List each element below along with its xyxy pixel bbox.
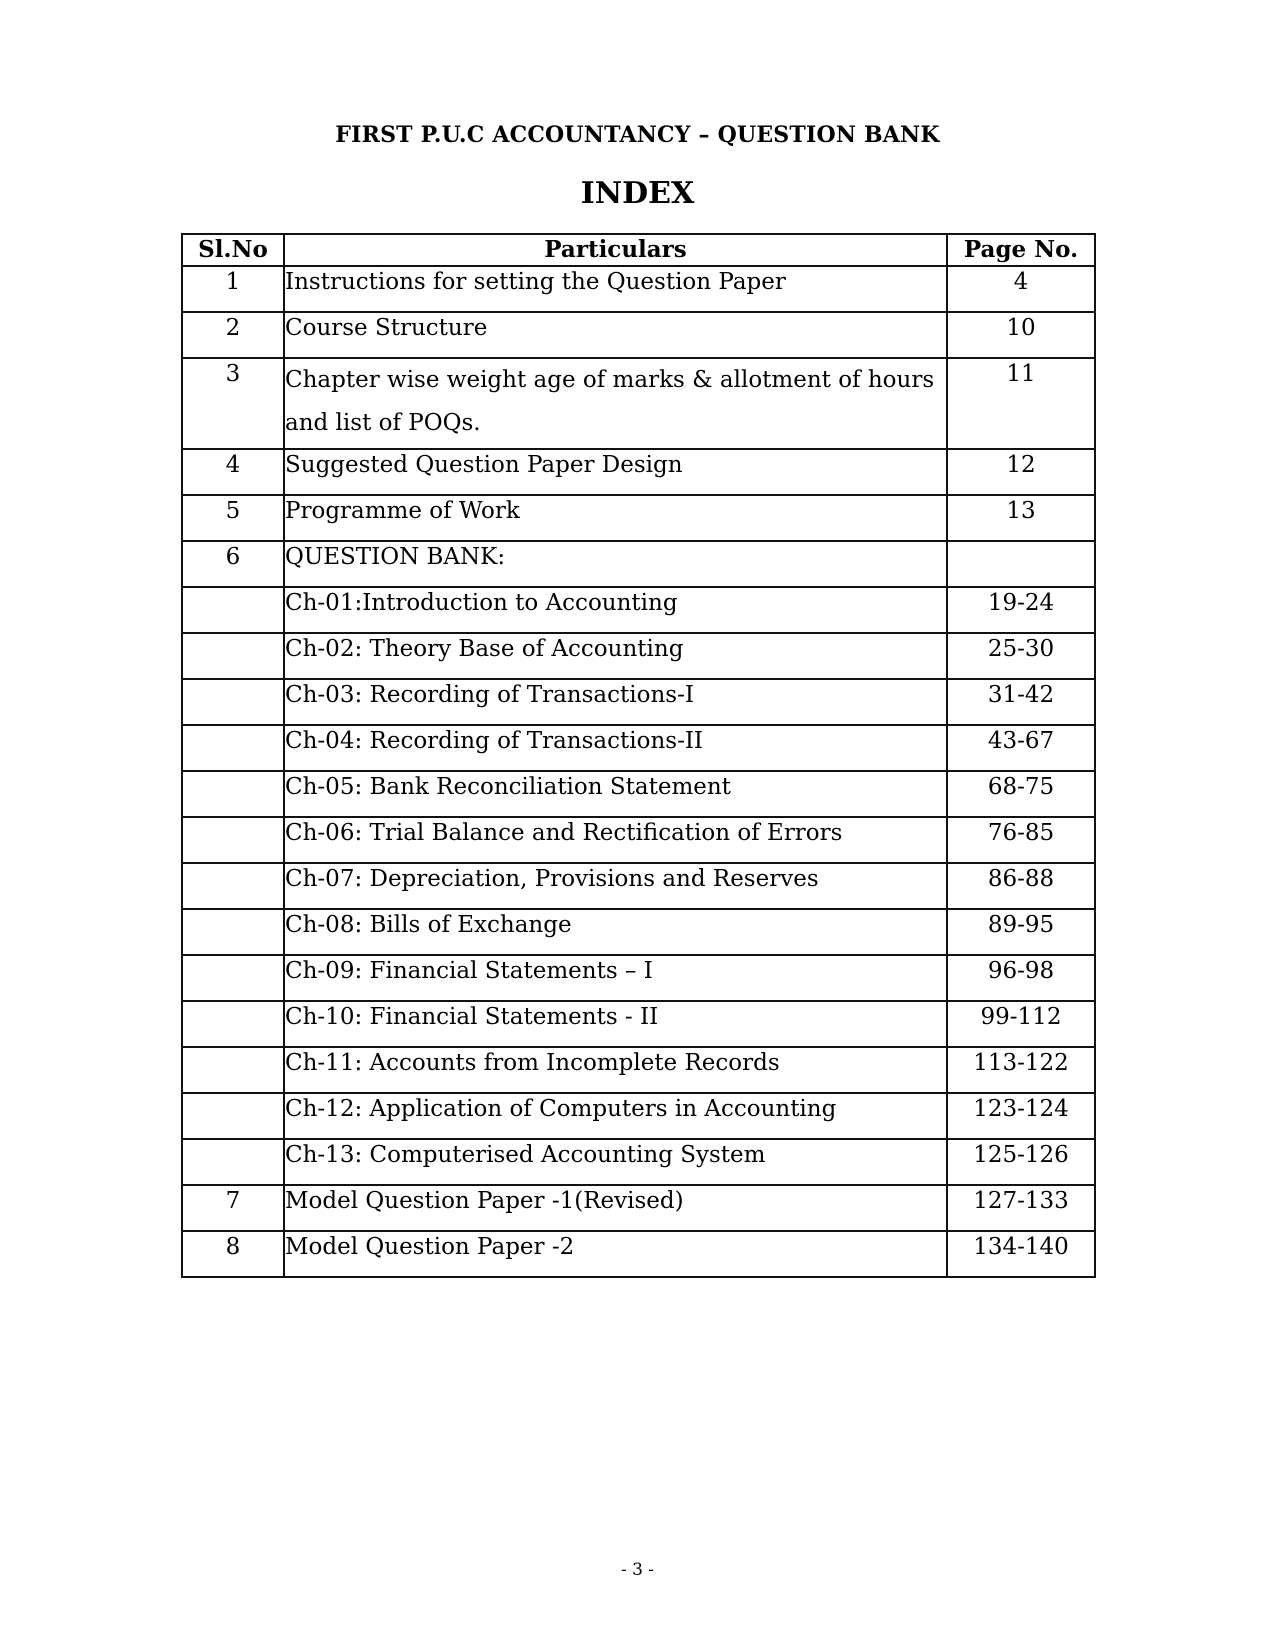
row-page: 99-112 [947, 1001, 1095, 1047]
table-header-row [182, 234, 1095, 266]
row-particulars: Ch-05: Bank Reconciliation Statement [284, 771, 947, 817]
row-number: 2 [182, 312, 284, 358]
row-number [182, 1093, 284, 1139]
table-row [182, 863, 1095, 909]
table-row [182, 587, 1095, 633]
row-page: 43-67 [947, 725, 1095, 771]
column-header-slno: Sl.No [182, 234, 284, 266]
row-number: 7 [182, 1185, 284, 1231]
row-number: 8 [182, 1231, 284, 1277]
index-heading: INDEX [580, 176, 695, 211]
row-page: 25-30 [947, 633, 1095, 679]
table-row [182, 771, 1095, 817]
row-particulars: Course Structure [284, 312, 947, 358]
row-number [182, 725, 284, 771]
row-particulars: Ch-09: Financial Statements – I [284, 955, 947, 1001]
row-page: 4 [947, 266, 1095, 312]
row-number [182, 587, 284, 633]
row-page: 76-85 [947, 817, 1095, 863]
row-particulars: Ch-08: Bills of Exchange [284, 909, 947, 955]
row-particulars: Ch-04: Recording of Transactions-II [284, 725, 947, 771]
table-row [182, 633, 1095, 679]
row-page: 96-98 [947, 955, 1095, 1001]
row-number: 3 [182, 358, 284, 449]
row-page: 19-24 [947, 587, 1095, 633]
row-page: 89-95 [947, 909, 1095, 955]
row-particulars: Model Question Paper -1(Revised) [284, 1185, 947, 1231]
row-page: 10 [947, 312, 1095, 358]
row-particulars: Chapter wise weight age of marks & allotment of hours and list of POQs. [284, 358, 947, 449]
row-number: 5 [182, 495, 284, 541]
row-number: 4 [182, 449, 284, 495]
row-particulars: Ch-12: Application of Computers in Accounting [284, 1093, 947, 1139]
column-header-page-no: Page No. [947, 234, 1095, 266]
row-number [182, 955, 284, 1001]
row-number [182, 909, 284, 955]
row-number [182, 1001, 284, 1047]
table-row [182, 909, 1095, 955]
table-row [182, 1185, 1095, 1231]
row-particulars: Ch-10: Financial Statements - II [284, 1001, 947, 1047]
row-particulars: Ch-06: Trial Balance and Rectification of Errors [284, 817, 947, 863]
row-page: 113-122 [947, 1047, 1095, 1093]
row-particulars: Ch-11: Accounts from Incomplete Records [284, 1047, 947, 1093]
table-row [182, 955, 1095, 1001]
table-row [182, 679, 1095, 725]
row-particulars: Ch-13: Computerised Accounting System [284, 1139, 947, 1185]
table-row [182, 1139, 1095, 1185]
index-table [181, 233, 1096, 1278]
table-row [182, 266, 1095, 312]
row-page: 13 [947, 495, 1095, 541]
table-row [182, 312, 1095, 358]
document-title: FIRST P.U.C ACCOUNTANCY – QUESTION BANK [335, 122, 940, 148]
row-particulars: Ch-07: Depreciation, Provisions and Reserves [284, 863, 947, 909]
row-number [182, 633, 284, 679]
row-particulars: Ch-01:Introduction to Accounting [284, 587, 947, 633]
table-row [182, 495, 1095, 541]
row-number [182, 1047, 284, 1093]
row-page: 12 [947, 449, 1095, 495]
row-particulars: Programme of Work [284, 495, 947, 541]
row-page: 123-124 [947, 1093, 1095, 1139]
table-row [182, 1001, 1095, 1047]
table-row [182, 1047, 1095, 1093]
row-page: 127-133 [947, 1185, 1095, 1231]
row-number [182, 863, 284, 909]
page-number: - 3 - [620, 1560, 655, 1580]
table-row [182, 1093, 1095, 1139]
row-particulars: Ch-02: Theory Base of Accounting [284, 633, 947, 679]
row-page [947, 541, 1095, 587]
row-number [182, 817, 284, 863]
table-row [182, 817, 1095, 863]
row-number: 6 [182, 541, 284, 587]
row-page: 68-75 [947, 771, 1095, 817]
table-row [182, 449, 1095, 495]
column-header-particulars: Particulars [284, 234, 947, 266]
row-particulars: Ch-03: Recording of Transactions-I [284, 679, 947, 725]
table-row [182, 725, 1095, 771]
table-row [182, 358, 1095, 449]
row-number [182, 771, 284, 817]
row-page: 86-88 [947, 863, 1095, 909]
table-row [182, 541, 1095, 587]
row-page: 31-42 [947, 679, 1095, 725]
row-particulars: Suggested Question Paper Design [284, 449, 947, 495]
row-number [182, 679, 284, 725]
row-page: 11 [947, 358, 1095, 449]
row-particulars: Instructions for setting the Question Paper [284, 266, 947, 312]
row-number: 1 [182, 266, 284, 312]
table-row [182, 1231, 1095, 1277]
row-particulars: QUESTION BANK: [284, 541, 947, 587]
row-number [182, 1139, 284, 1185]
row-page: 125-126 [947, 1139, 1095, 1185]
row-particulars: Model Question Paper -2 [284, 1231, 947, 1277]
row-page: 134-140 [947, 1231, 1095, 1277]
